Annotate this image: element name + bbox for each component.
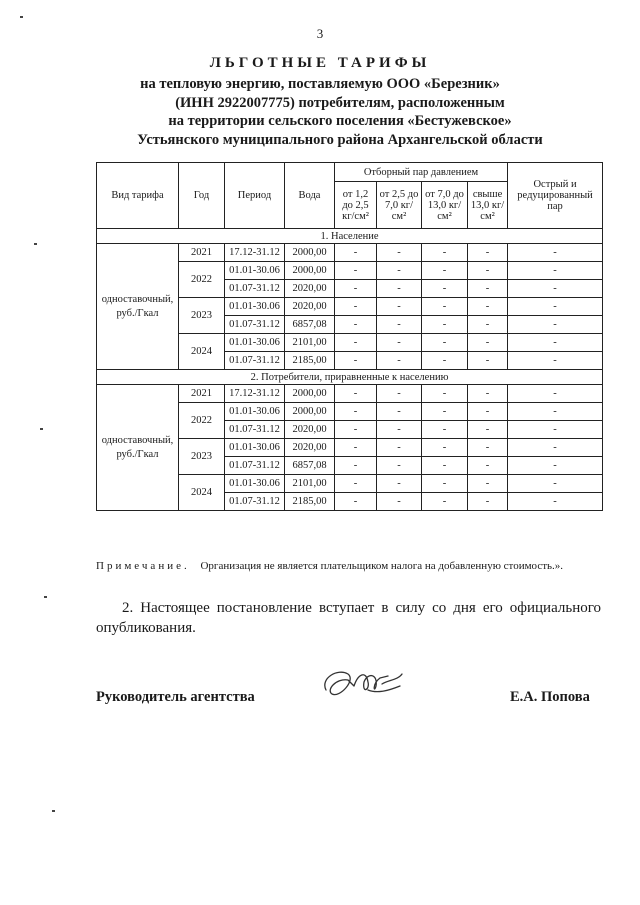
period-cell: 01.07-31.12 bbox=[225, 352, 285, 370]
water-cell: 6857,08 bbox=[285, 316, 335, 334]
steam-1-cell: - bbox=[335, 457, 377, 475]
sharp-steam-cell: - bbox=[508, 475, 603, 493]
water-cell: 2185,00 bbox=[285, 352, 335, 370]
tariff-table bbox=[96, 162, 603, 511]
signer-position: Руководитель агентства bbox=[96, 689, 255, 705]
steam-1-cell: - bbox=[335, 244, 377, 262]
year-cell: 2024 bbox=[179, 334, 225, 370]
subtitle-line-1: на тепловую энергию, поставляемую ООО «Березник» bbox=[140, 76, 500, 92]
steam-4-cell: - bbox=[468, 439, 508, 457]
section-header-row bbox=[97, 370, 603, 385]
note-label: Примечание. bbox=[96, 560, 190, 572]
table-row bbox=[97, 385, 603, 403]
steam-2-cell: - bbox=[377, 421, 422, 439]
year-cell: 2021 bbox=[179, 244, 225, 262]
period-cell: 01.07-31.12 bbox=[225, 457, 285, 475]
steam-3-cell: - bbox=[422, 280, 468, 298]
clause-2: 2. Настоящее постановление вступает в силу со дня его официального опубликования. bbox=[96, 600, 601, 636]
sharp-steam-cell: - bbox=[508, 385, 603, 403]
steam-3-cell: - bbox=[422, 493, 468, 511]
steam-3-cell: - bbox=[422, 439, 468, 457]
sharp-steam-cell: - bbox=[508, 493, 603, 511]
steam-2-cell: - bbox=[377, 280, 422, 298]
header-water: Вода bbox=[285, 163, 335, 229]
sharp-steam-cell: - bbox=[508, 403, 603, 421]
sharp-steam-cell: - bbox=[508, 457, 603, 475]
steam-3-cell: - bbox=[422, 421, 468, 439]
scan-mark bbox=[52, 810, 55, 812]
year-cell: 2022 bbox=[179, 262, 225, 298]
year-cell: 2021 bbox=[179, 385, 225, 403]
steam-1-cell: - bbox=[335, 298, 377, 316]
steam-2-cell: - bbox=[377, 385, 422, 403]
steam-3-cell: - bbox=[422, 316, 468, 334]
steam-1-cell: - bbox=[335, 475, 377, 493]
steam-3-cell: - bbox=[422, 334, 468, 352]
sharp-steam-cell: - bbox=[508, 298, 603, 316]
period-cell: 01.01-30.06 bbox=[225, 334, 285, 352]
water-cell: 2000,00 bbox=[285, 403, 335, 421]
header-sharp-steam: Острый и редуцированный пар bbox=[508, 163, 603, 229]
steam-1-cell: - bbox=[335, 280, 377, 298]
scan-mark bbox=[44, 596, 47, 598]
header-steam-group: Отборный пар давлением bbox=[335, 163, 508, 182]
header-steam-4: свыше 13,0 кг/см² bbox=[468, 182, 508, 229]
water-cell: 2000,00 bbox=[285, 385, 335, 403]
header-steam-3: от 7,0 до 13,0 кг/см² bbox=[422, 182, 468, 229]
tariff-type-cell: одноставочный, руб./Гкал bbox=[97, 244, 179, 370]
steam-1-cell: - bbox=[335, 403, 377, 421]
table-row bbox=[97, 244, 603, 262]
steam-2-cell: - bbox=[377, 475, 422, 493]
steam-4-cell: - bbox=[468, 280, 508, 298]
steam-1-cell: - bbox=[335, 385, 377, 403]
steam-1-cell: - bbox=[335, 334, 377, 352]
header-tariff-type: Вид тарифа bbox=[97, 163, 179, 229]
section-title: 1. Население bbox=[97, 229, 603, 244]
water-cell: 2185,00 bbox=[285, 493, 335, 511]
scan-mark bbox=[40, 428, 43, 430]
water-cell: 2020,00 bbox=[285, 421, 335, 439]
subtitle-line-3: на территории сельского поселения «Бестужевское» bbox=[168, 113, 512, 129]
water-cell: 2020,00 bbox=[285, 280, 335, 298]
year-cell: 2023 bbox=[179, 298, 225, 334]
header-steam-2: от 2,5 до 7,0 кг/см² bbox=[377, 182, 422, 229]
signer-name: Е.А. Попова bbox=[510, 689, 590, 705]
tariff-type-cell: одноставочный, руб./Гкал bbox=[97, 385, 179, 511]
steam-3-cell: - bbox=[422, 244, 468, 262]
steam-1-cell: - bbox=[335, 439, 377, 457]
steam-1-cell: - bbox=[335, 262, 377, 280]
steam-4-cell: - bbox=[468, 316, 508, 334]
sharp-steam-cell: - bbox=[508, 439, 603, 457]
steam-3-cell: - bbox=[422, 352, 468, 370]
period-cell: 17.12-31.12 bbox=[225, 385, 285, 403]
steam-4-cell: - bbox=[468, 334, 508, 352]
steam-2-cell: - bbox=[377, 316, 422, 334]
steam-2-cell: - bbox=[377, 262, 422, 280]
steam-4-cell: - bbox=[468, 298, 508, 316]
steam-3-cell: - bbox=[422, 475, 468, 493]
year-cell: 2022 bbox=[179, 403, 225, 439]
steam-4-cell: - bbox=[468, 421, 508, 439]
steam-4-cell: - bbox=[468, 262, 508, 280]
steam-2-cell: - bbox=[377, 298, 422, 316]
steam-4-cell: - bbox=[468, 457, 508, 475]
water-cell: 6857,08 bbox=[285, 457, 335, 475]
water-cell: 2020,00 bbox=[285, 298, 335, 316]
sharp-steam-cell: - bbox=[508, 244, 603, 262]
steam-1-cell: - bbox=[335, 493, 377, 511]
steam-2-cell: - bbox=[377, 493, 422, 511]
sharp-steam-cell: - bbox=[508, 262, 603, 280]
steam-4-cell: - bbox=[468, 244, 508, 262]
steam-3-cell: - bbox=[422, 403, 468, 421]
steam-1-cell: - bbox=[335, 352, 377, 370]
year-cell: 2024 bbox=[179, 475, 225, 511]
sharp-steam-cell: - bbox=[508, 421, 603, 439]
steam-3-cell: - bbox=[422, 385, 468, 403]
steam-2-cell: - bbox=[377, 439, 422, 457]
page-number: 3 bbox=[316, 26, 324, 41]
steam-3-cell: - bbox=[422, 298, 468, 316]
steam-3-cell: - bbox=[422, 457, 468, 475]
steam-2-cell: - bbox=[377, 244, 422, 262]
header-steam-1: от 1,2 до 2,5 кг/см² bbox=[335, 182, 377, 229]
year-cell: 2023 bbox=[179, 439, 225, 475]
note bbox=[96, 560, 563, 572]
scan-mark bbox=[34, 243, 37, 245]
steam-4-cell: - bbox=[468, 403, 508, 421]
signature-image bbox=[318, 660, 408, 708]
period-cell: 01.01-30.06 bbox=[225, 298, 285, 316]
period-cell: 01.01-30.06 bbox=[225, 262, 285, 280]
subtitle-line-4: Устьянского муниципального района Архангельской области bbox=[137, 132, 543, 148]
section-header-row bbox=[97, 229, 603, 244]
scan-mark bbox=[20, 16, 23, 18]
header-year: Год bbox=[179, 163, 225, 229]
steam-2-cell: - bbox=[377, 352, 422, 370]
steam-1-cell: - bbox=[335, 316, 377, 334]
period-cell: 01.07-31.12 bbox=[225, 493, 285, 511]
steam-4-cell: - bbox=[468, 385, 508, 403]
period-cell: 01.07-31.12 bbox=[225, 316, 285, 334]
water-cell: 2020,00 bbox=[285, 439, 335, 457]
steam-4-cell: - bbox=[468, 475, 508, 493]
water-cell: 2000,00 bbox=[285, 244, 335, 262]
steam-2-cell: - bbox=[377, 334, 422, 352]
water-cell: 2000,00 bbox=[285, 262, 335, 280]
sharp-steam-cell: - bbox=[508, 280, 603, 298]
period-cell: 17.12-31.12 bbox=[225, 244, 285, 262]
steam-1-cell: - bbox=[335, 421, 377, 439]
period-cell: 01.01-30.06 bbox=[225, 475, 285, 493]
subtitle-line-2: (ИНН 2922007775) потребителям, расположенным bbox=[175, 95, 505, 111]
period-cell: 01.01-30.06 bbox=[225, 439, 285, 457]
header-period: Период bbox=[225, 163, 285, 229]
section-title: 2. Потребители, приравненные к населению bbox=[97, 370, 603, 385]
period-cell: 01.07-31.12 bbox=[225, 280, 285, 298]
document-title: ЛЬГОТНЫЕ ТАРИФЫ bbox=[209, 55, 431, 71]
table-body bbox=[97, 229, 603, 511]
water-cell: 2101,00 bbox=[285, 334, 335, 352]
steam-2-cell: - bbox=[377, 403, 422, 421]
water-cell: 2101,00 bbox=[285, 475, 335, 493]
period-cell: 01.01-30.06 bbox=[225, 403, 285, 421]
steam-4-cell: - bbox=[468, 352, 508, 370]
sharp-steam-cell: - bbox=[508, 334, 603, 352]
period-cell: 01.07-31.12 bbox=[225, 421, 285, 439]
steam-3-cell: - bbox=[422, 262, 468, 280]
sharp-steam-cell: - bbox=[508, 352, 603, 370]
sharp-steam-cell: - bbox=[508, 316, 603, 334]
note-text: Организация не является плательщиком налога на добавленную стоимость.». bbox=[200, 560, 564, 572]
steam-2-cell: - bbox=[377, 457, 422, 475]
steam-4-cell: - bbox=[468, 493, 508, 511]
